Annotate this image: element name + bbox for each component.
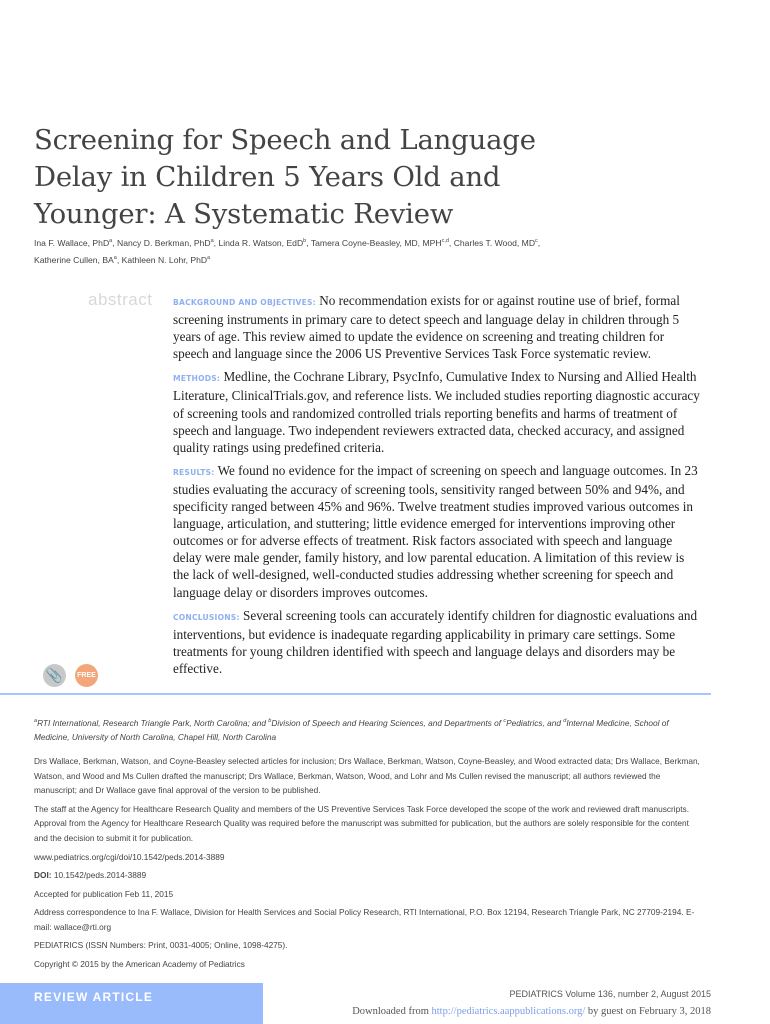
issn: PEDIATRICS (ISSN Numbers: Print, 0031-4005; Online, 1098-4275). — [34, 940, 288, 951]
journal-citation: PEDIATRICS Volume 136, number 2, August 2015 — [509, 989, 711, 999]
author: Kathleen N. Lohr, PhD$^a$ — [121, 254, 211, 265]
author: Charles T. Wood, $MD^c$, — [453, 237, 541, 248]
affiliations: $^a$RTI International, Research Triangle Park, North Carolina; and $^b$Division of Speech and Hearing Sciences, and Departments of $^c$Pediatrics, and $^d$Internal Medicine, School of Medicine, University of North Carolina, Chapel Hill, North Carolina — [34, 717, 669, 743]
author: Tamera Coyne-Beasley, MD, MPH$^{c,d}$, — [310, 237, 454, 248]
contributions-note: Drs Wallace, Berkman, Watson, and Coyne-Beasley selected articles for inclusion; Drs Wallace, Berkman, Watson, Coyne-Beasley, and Wood extracted data; Drs Wallace, Berkman, Watson, and Wood and Ms Cullen drafted the manuscript; Drs Wallace, Berkman, Watson, Wood, and Lohr and Ms Cullen revised the manuscript; all authors reviewed the manuscript; and Dr Wallace gave final approval of the version to be published. — [34, 755, 700, 796]
staff-note: The staff at the Agency for Healthcare Research Quality and members of the US Preventive Services Task Force developed the scope of the work and reviewed draft manuscripts. Approval from the Agency for Healthcare Research Quality was required before the manuscript was submitted for publication, but the authors are solely responsible for the content and the decision to submit it for publication. — [34, 803, 690, 843]
accepted-date: Accepted for publication Feb 11, 2015 — [34, 888, 174, 899]
abstract-heading: abstract — [88, 290, 153, 309]
doi: DOI: 10.1542/peds.2014-3889 — [34, 870, 147, 881]
correspondence: Address correspondence to Ina F. Wallace, Division for Health Services and Social Policy Research, RTI International, P.O. Box 12194, Research Triangle Park, NC 27709-2194. E-mail: wallace@rti.org — [34, 907, 695, 932]
download-notice: Downloaded from http://pediatrics.aappublications.org/ by guest on February 3, 2018 — [352, 1006, 711, 1017]
article-notes — [34, 714, 704, 976]
copyright: Copyright © 2015 by the American Academy of Pediatrics — [34, 959, 245, 970]
abstract-methods: METHODS: Medline, the Cochrane Library, PsycInfo, Cumulative Index to Nursing and Allied Health Literature, ClinicalTrials.gov, and reference lists. We included studies reporting diagnostic accuracy of screening tools and randomized controlled trials reporting benefits and harms of treatment of speech and language. Two independent reviewers extracted data, checked accuracy, and assigned quality ratings using predefined criteria. — [173, 369, 700, 455]
free-badge[interactable]: FREE — [75, 664, 98, 687]
author: Linda R. Watson, EdD$^b$, — [218, 237, 311, 248]
author-list — [34, 234, 594, 268]
article-title: Screening for Speech and Language Delay in Children 5 Years Old and Younger: A Systematic Review — [34, 124, 536, 230]
abstract-results: RESULTS: We found no evidence for the impact of screening on speech and language outcomes. In 23 studies evaluating the accuracy of screening tools, sensitivity ranged between 50% and 94%, and specificity ranged between 45% and 96%. Twelve treatment studies improved various outcomes in language, articulation, and stuttering; little evidence emerged for interventions improving other outcomes or for adverse effects of treatment. Risk factors associated with speech and language delay were male gender, family history, and low parental education. A limitation of this review is the lack of well-designed, well-conducted studies addressing whether screening for speech and language delay or disorders improves outcomes. — [173, 462, 698, 600]
article-badges — [43, 664, 98, 687]
paperclip-icon[interactable]: 📎 — [43, 664, 66, 687]
author: Katherine Cullen, $BA^a$, — [34, 254, 122, 265]
divider — [0, 693, 711, 695]
abstract-body — [173, 292, 701, 683]
abstract-background: BACKGROUND AND OBJECTIVES: No recommendation exists for or against routine use of brief, formal screening instruments in primary care to detect speech and language delay in children through 5 years of age. This review aimed to update the evidence on screening and treating children for speech and language since the 2006 US Preventive Services Task Force systematic review. — [173, 293, 680, 362]
article-url[interactable]: www.pediatrics.org/cgi/doi/10.1542/peds.2014-3889 — [34, 851, 225, 862]
abstract-conclusions: CONCLUSIONS: Several screening tools can accurately identify children for diagnostic evaluations and interventions, but evidence is inadequate regarding applicability in primary care settings. Some treatments for young children identified with speech and language delays and disorders may be effective. — [173, 607, 698, 676]
author: Ina F. Wallace, PhD$^a$, — [34, 237, 117, 248]
download-link[interactable]: http://pediatrics.aappublications.org/ — [431, 1006, 586, 1017]
section-label: REVIEW ARTICLE — [34, 990, 154, 1004]
author: Nancy D. Berkman, PhD$^a$, — [117, 237, 219, 248]
